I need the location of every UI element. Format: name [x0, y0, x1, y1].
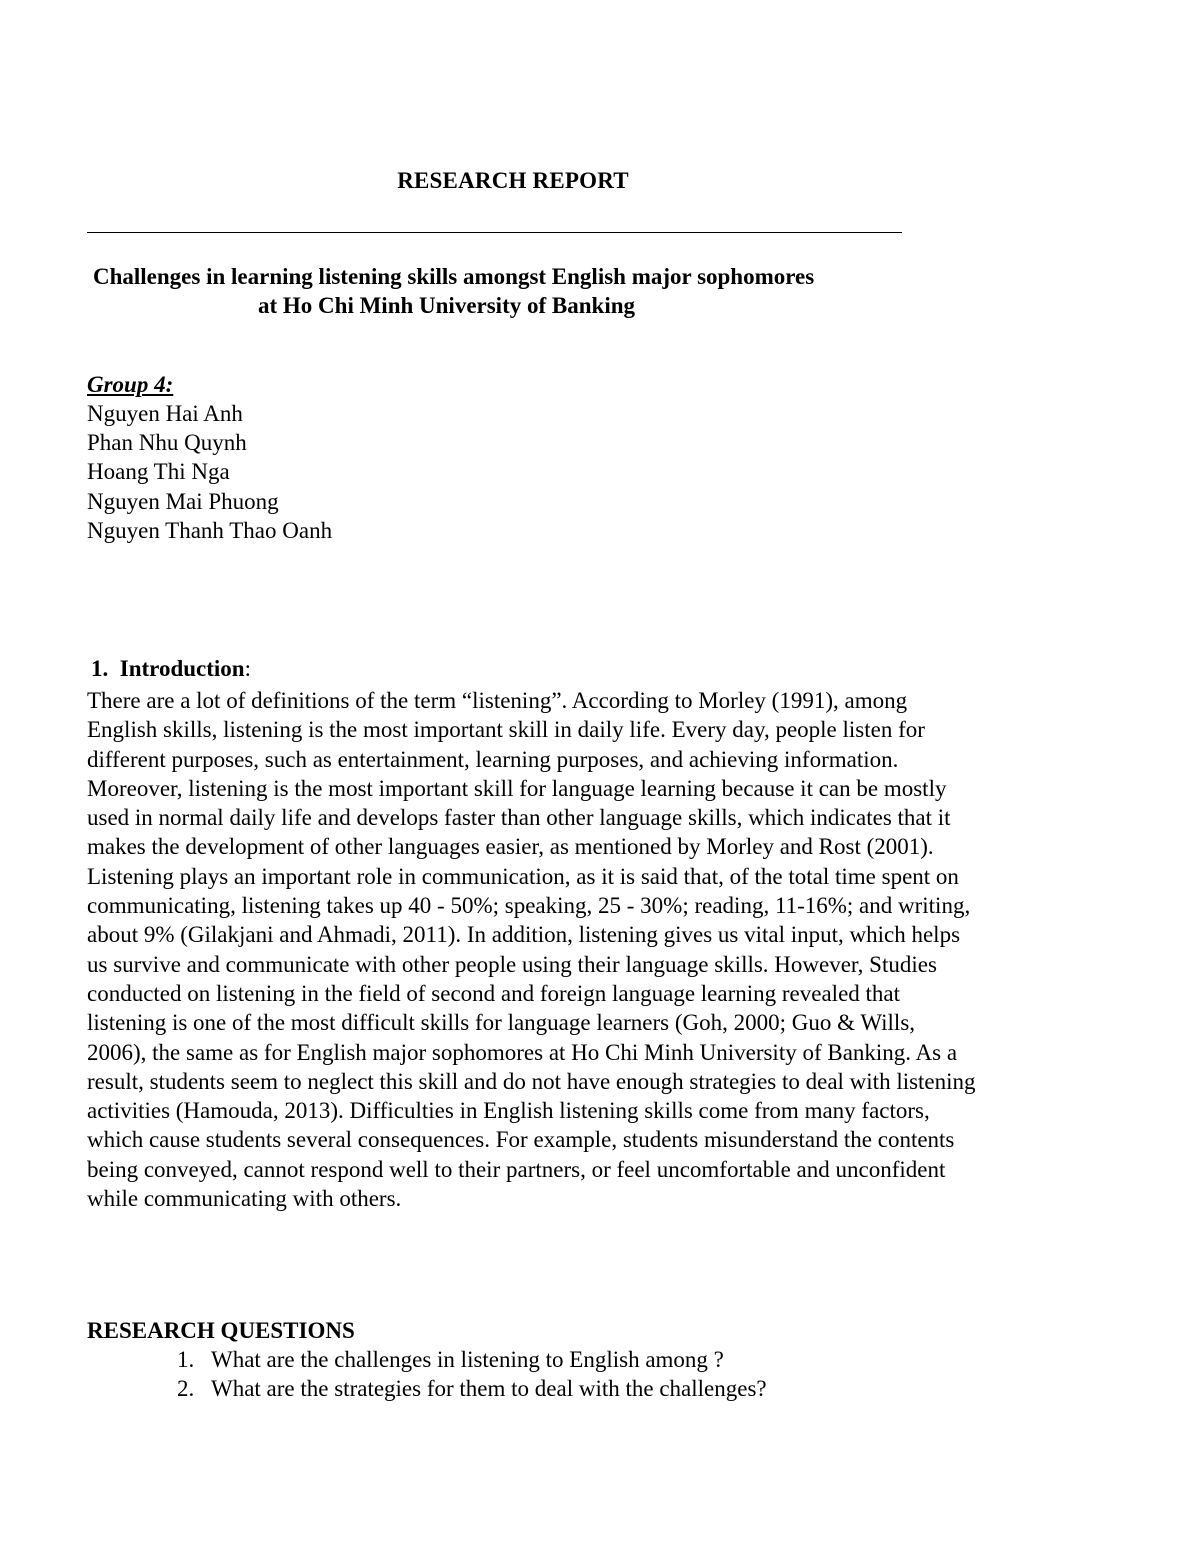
research-question: [177, 1376, 767, 1402]
title-divider: [87, 232, 902, 233]
paragraph-line: English skills, listening is the most important skill in daily life. Every day, people listen for: [87, 717, 925, 743]
paragraph-line: Listening plays an important role in communication, as it is said that, of the total time spent on: [87, 863, 959, 889]
introduction-paragraph: [87, 686, 1087, 1213]
paragraph-line: different purposes, such as entertainment, learning purposes, and achieving information.: [87, 746, 899, 772]
introduction-heading: [91, 656, 251, 682]
group-label: Group 4:: [87, 372, 174, 397]
subtitle-line-2: at Ho Chi Minh University of Banking: [258, 293, 635, 318]
paragraph-line: about 9% (Gilakjani and Ahmadi, 2011). In addition, listening gives us vital input, which helps: [87, 922, 961, 948]
report-title: RESEARCH REPORT: [397, 168, 629, 193]
question-text: What are the strategies for them to deal with the challenges?: [211, 1376, 767, 1401]
paragraph-line: listening is one of the most difficult skills for language learners (Goh, 2000; Guo & Wills,: [87, 1010, 916, 1036]
group-member: Nguyen Thanh Thao Oanh: [87, 518, 333, 543]
paragraph-line: There are a lot of definitions of the term “listening”. According to Morley (1991), among: [87, 688, 908, 713]
question-number: 1.: [177, 1347, 195, 1372]
paragraph-line: while communicating with others.: [87, 1186, 402, 1212]
paragraph-line: being conveyed, cannot respond well to their partners, or feel uncomfortable and unconfident: [87, 1156, 946, 1182]
research-questions-heading: RESEARCH QUESTIONS: [87, 1318, 355, 1343]
introduction-title: Introduction: [119, 656, 245, 681]
paragraph-line: Moreover, listening is the most important skill for language learning because it can be mostly: [87, 775, 947, 801]
subtitle-line-1: Challenges in learning listening skills amongst English major sophomores: [93, 264, 815, 289]
paragraph-line: used in normal daily life and develops faster than other language skills, which indicates that it: [87, 805, 951, 831]
paragraph-line: us survive and communicate with other people using their language skills. However, Studies: [87, 951, 937, 977]
paragraph-line: which cause students several consequences. For example, students misunderstand the contents: [87, 1127, 955, 1153]
question-number: 2.: [177, 1376, 195, 1401]
paragraph-line: conducted on listening in the field of second and foreign language learning revealed that: [87, 980, 901, 1006]
question-text: What are the challenges in listening to English among ?: [211, 1347, 724, 1372]
group-member: Phan Nhu Quynh: [87, 430, 247, 455]
introduction-number: 1.: [91, 656, 109, 681]
research-question: [177, 1347, 724, 1373]
group-member: Hoang Thi Nga: [87, 459, 230, 484]
introduction-colon: :: [244, 656, 251, 681]
group-member: Nguyen Mai Phuong: [87, 489, 279, 514]
group-member: Nguyen Hai Anh: [87, 401, 243, 426]
paragraph-line: communicating, listening takes up 40 - 50%; speaking, 25 - 30%; reading, 11-16%; and writing,: [87, 893, 971, 919]
paragraph-line: activities (Hamouda, 2013). Difficulties in English listening skills come from many factors,: [87, 1098, 930, 1124]
paragraph-line: result, students seem to neglect this skill and do not have enough strategies to deal with listening: [87, 1068, 976, 1094]
paragraph-line: makes the development of other languages easier, as mentioned by Morley and Rost (2001).: [87, 834, 934, 860]
paragraph-line: 2006), the same as for English major sophomores at Ho Chi Minh University of Banking. As a: [87, 1039, 958, 1065]
